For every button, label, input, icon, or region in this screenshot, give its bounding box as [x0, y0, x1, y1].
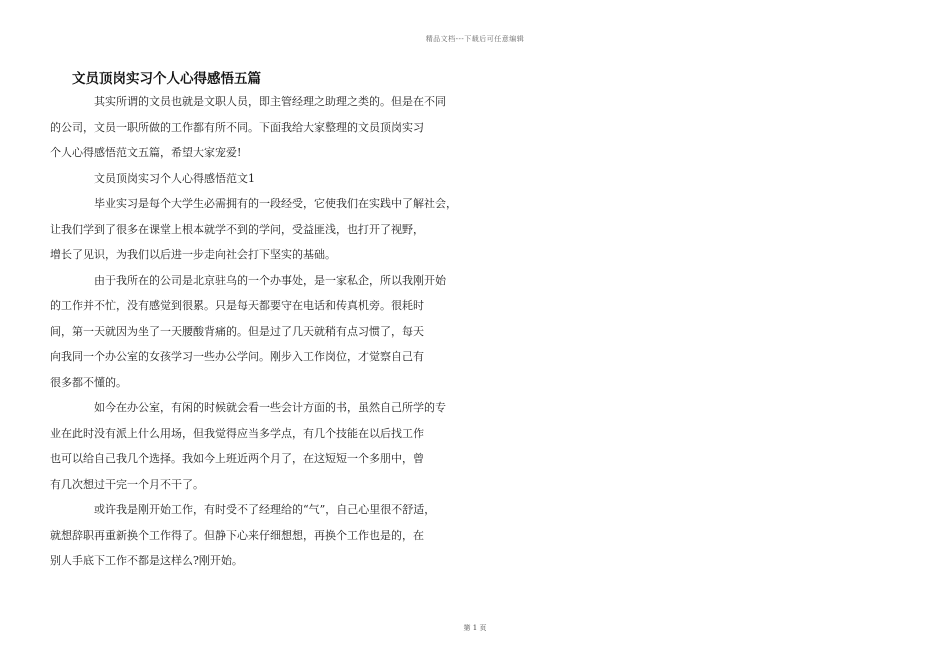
- paragraph-line: 有几次想过干完一个月不干了。: [50, 477, 204, 491]
- paragraph-line: 就想辞职再重新换个工作得了。但静下心来仔细想想，再换个工作也是的，在: [50, 528, 424, 542]
- paragraph-line: 文员顶岗实习个人心得感悟范文1: [94, 171, 255, 185]
- paragraph: [50, 191, 472, 268]
- paragraph-line: 业在此时没有派上什么用场，但我觉得应当多学点，有几个技能在以后找工作: [50, 426, 424, 440]
- page-number: 第 1 页: [463, 624, 487, 632]
- paragraph-line: 毕业实习是每个大学生必需拥有的一段经受，它使我们在实践中了解社会，: [94, 197, 457, 210]
- paragraph-line: 增长了见识，为我们以后进一步走向社会打下坚实的基础。: [50, 248, 336, 261]
- paragraph: [50, 268, 472, 396]
- paragraph-line: 也可以给自己我几个选择。我如今上班近两个月了，在这短短一个多朋中，曾: [50, 452, 424, 465]
- paragraph: [50, 89, 472, 166]
- paragraph-line: 间，第一天就因为坐了一天腰酸背痛的。但是过了几天就稍有点习惯了，每天: [50, 324, 424, 338]
- paragraph-line: 其实所谓的文员也就是文职人员，即主管经理之助理之类的。但是在不同: [94, 95, 446, 108]
- paragraph-line: 别人手底下工作不都是这样么?刚开始。: [50, 554, 243, 567]
- paragraph-line: 让我们学到了很多在课堂上根本就学不到的学问，受益匪浅，也打开了视野，: [50, 222, 424, 236]
- paragraph-line: 很多都不懂的。: [50, 375, 127, 389]
- paragraph: [50, 395, 472, 497]
- paragraph: [50, 497, 472, 574]
- header-note: 精品文档---下载后可任意编辑: [425, 35, 525, 43]
- document-title: 文员顶岗实习个人心得感悟五篇: [72, 71, 261, 87]
- paragraph-line: 个人心得感悟范文五篇，希望大家宠爱!: [50, 146, 242, 159]
- paragraph-line: 或许我是刚开始工作，有时受不了经理给的“气”，自己心里很不舒适，: [94, 503, 436, 516]
- paragraph-line: 的公司，文员一职所做的工作都有所不同。下面我给大家整理的文员顶岗实习: [50, 120, 424, 134]
- document-body: [50, 89, 472, 574]
- paragraph-line: 向我同一个办公室的女孩学习一些办公学问。刚步入工作岗位，才觉察自己有: [50, 350, 424, 363]
- paragraph-line: 如今在办公室，有闲的时候就会看一些会计方面的书，虽然自己所学的专: [94, 401, 446, 414]
- paragraph-line: 由于我所在的公司是北京驻乌的一个办事处，是一家私企，所以我刚开始: [94, 273, 446, 287]
- section-heading: [72, 166, 472, 192]
- paragraph-line: 的工作并不忙，没有感觉到很累。只是每天都要守在电话和传真机旁。很耗时: [50, 299, 424, 312]
